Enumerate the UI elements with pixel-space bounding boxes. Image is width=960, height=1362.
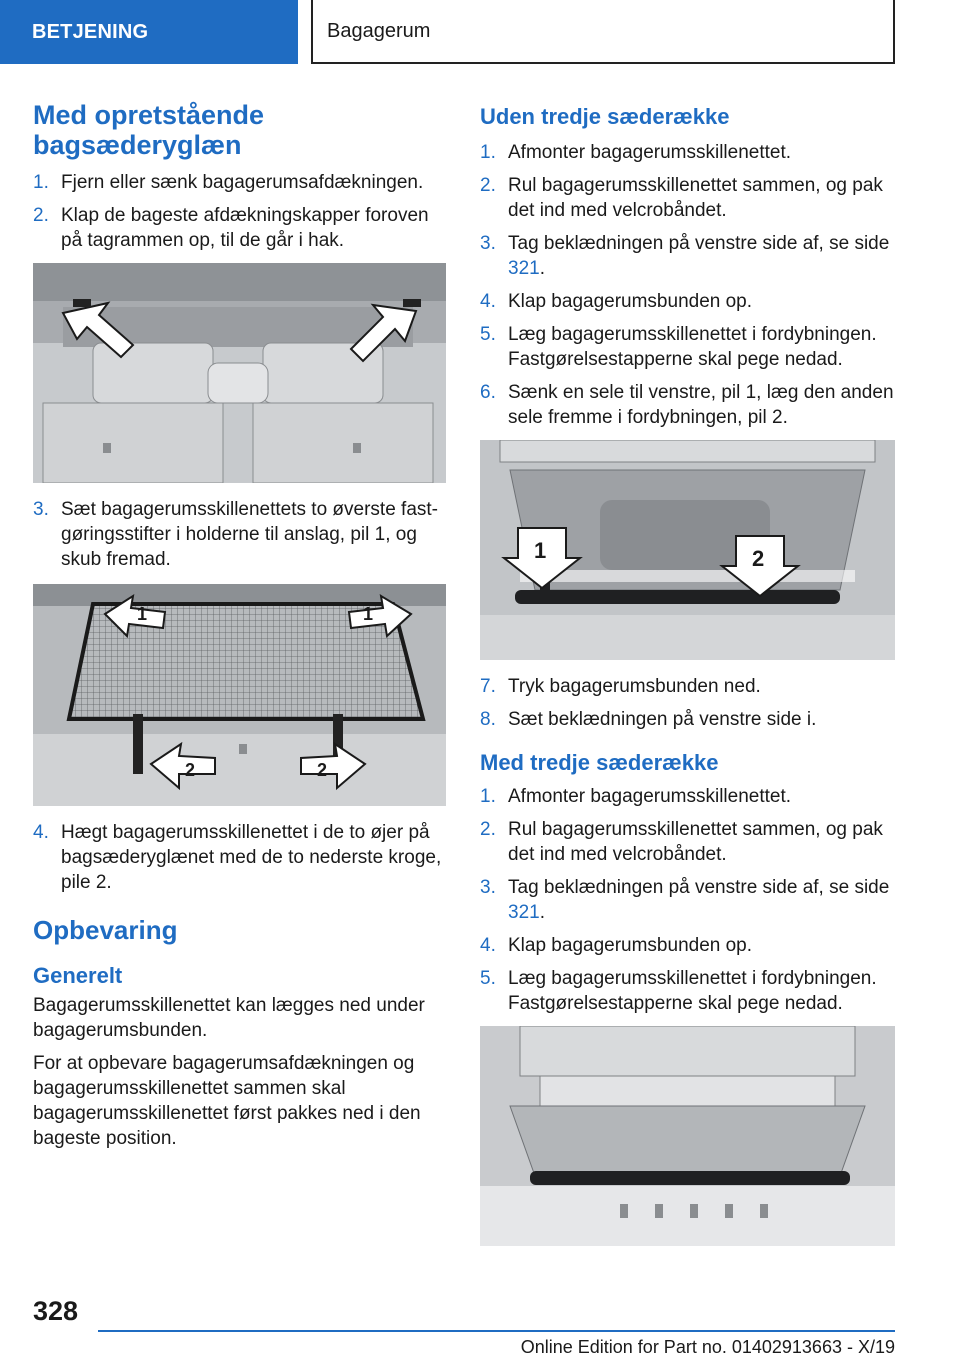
steps-list-right-a (480, 140, 895, 430)
section-heading-upright-backrest: Med opretstående bagsæderyglæn (33, 100, 265, 160)
chapter-title-text: Bagagerum (327, 19, 431, 42)
belts-recess-illustration (480, 440, 895, 660)
arrow-label-2a: 2 (185, 760, 196, 780)
list-item: 2. Klap de bageste afdækningskapper foroven på tagrammen op, til de går i hak. (33, 205, 429, 251)
list-item: 7. Tryk bagagerumsbunden ned. (480, 676, 761, 697)
arrow-label-1: 1 (534, 538, 547, 563)
steps-list-a (33, 170, 446, 253)
list-item: 4. Hægt bagagerumsskillenettet i de to øjer på bagsæderyglænet med de to nederste kroge, pile 2. (33, 822, 442, 893)
paragraph-general-2: For at opbevare bagagerumsafdækningen og bagagerumsskillenettet sammen skal bagagerumsskillenettet først pakkes ned i den bageste position. (33, 1053, 421, 1149)
list-item: 3. Tag beklædningen på venstre side af, se side 321. (480, 233, 890, 279)
list-item: 2. Rul bagagerumsskillenettet sammen, og pak det ind med velcrobåndet. (480, 819, 883, 865)
page-number: 328 (33, 1296, 79, 1326)
arrow-label-2: 2 (752, 546, 765, 571)
steps-list-right-c (480, 784, 895, 1016)
list-item: 8. Sæt beklædningen på venstre side i. (480, 709, 817, 730)
list-item: 1. Fjern eller sænk bagagerumsafdækningen. (33, 172, 424, 193)
figure-net-storage-rear (480, 1026, 895, 1246)
subheading-general: Generelt (33, 963, 123, 988)
list-item: 5. Læg bagagerumsskillenettet i fordybningen. Fastgørelsestapperne skal pege nedad. (480, 968, 877, 1014)
figure-net-install (33, 584, 446, 806)
list-item: 3. Tag beklædningen på venstre side af, se side 321. (480, 877, 890, 923)
figure-belts-in-recess (480, 440, 895, 660)
steps-list-right-b (480, 674, 895, 732)
list-item: 2. Rul bagagerumsskillenettet sammen, og pak det ind med velcrobåndet. (480, 175, 883, 221)
net-install-illustration (33, 584, 446, 806)
roof-caps-illustration (33, 263, 446, 483)
paragraph-general-1: Bagagerumsskillenettet kan lægges ned under bagagerumsbunden. (33, 995, 425, 1041)
header-chapter-title (311, 0, 895, 64)
right-column (480, 100, 895, 1246)
steps-list-b (33, 497, 446, 572)
steps-list-c (33, 820, 446, 895)
footer-edition-text: Online Edition for Part no. 01402913663 - X/19 (520, 1337, 895, 1357)
heading-storage: Opbevaring (33, 915, 178, 945)
list-item: 4. Klap bagagerumsbunden op. (480, 291, 753, 312)
header-section-label: BETJENING (0, 0, 298, 64)
subheading-with-third-row: Med tredje sæderække (480, 750, 719, 775)
footer-divider (98, 1330, 895, 1332)
arrow-label-2b: 2 (317, 760, 328, 780)
arrow-label-1a: 1 (137, 604, 148, 624)
figure-roof-caps (33, 263, 446, 483)
list-item: 4. Klap bagagerumsbunden op. (480, 935, 753, 956)
list-item: 6. Sænk en sele til venstre, pil 1, læg den anden sele fremme i fordybningen, pil 2. (480, 382, 894, 428)
list-item: 3. Sæt bagagerumsskillenettets to øverste fastgøringsstifter i holderne til anslag, pil 1, og skub fremad. (33, 499, 438, 570)
list-item: 5. Læg bagagerumsskillenettet i fordybningen. Fastgørelsestapperne skal pege nedad. (480, 324, 877, 370)
net-storage-illustration (480, 1026, 895, 1246)
list-item: 1. Afmonter bagagerumsskillenettet. (480, 786, 792, 807)
list-item: 1. Afmonter bagagerumsskillenettet. (480, 142, 792, 163)
page-reference-link[interactable]: 321 (508, 258, 540, 279)
subheading-without-third-row: Uden tredje sæderække (480, 104, 730, 129)
left-column (33, 100, 446, 1159)
page-reference-link[interactable]: 321 (508, 902, 540, 923)
arrow-label-1b: 1 (363, 604, 374, 624)
